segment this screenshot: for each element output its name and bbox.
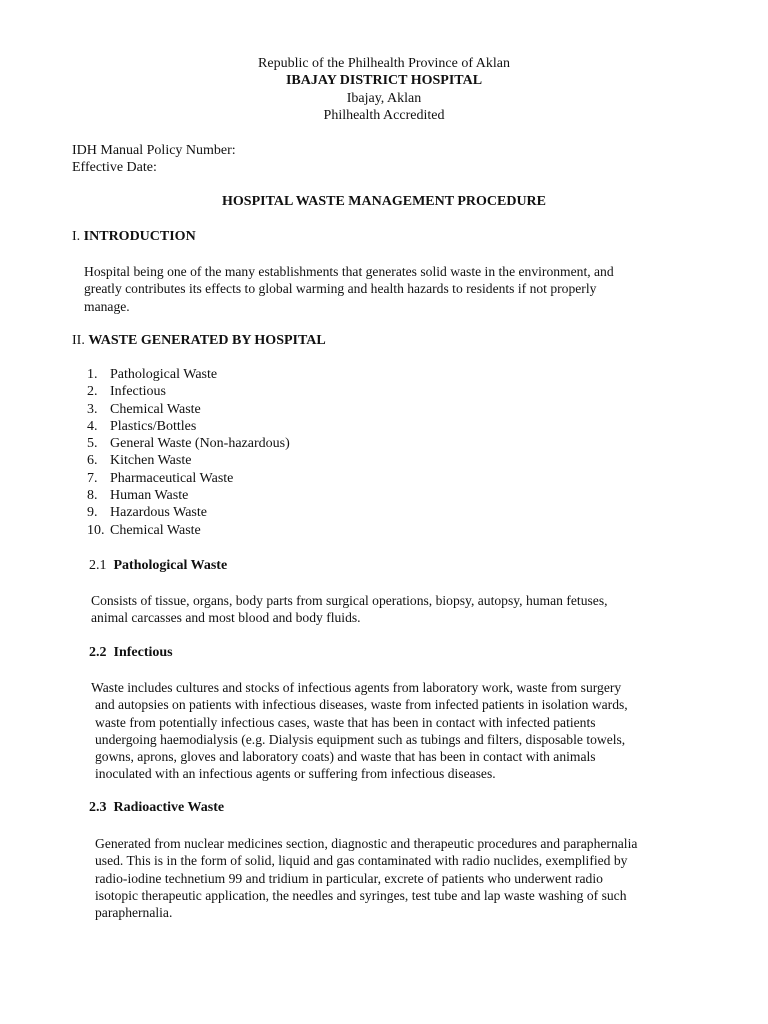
- section-2-number: II.: [72, 333, 85, 348]
- subsection-2-1-number: 2.1: [89, 558, 107, 573]
- paragraph-line: paraphernalia.: [95, 905, 173, 921]
- list-item: [87, 504, 290, 521]
- paragraph-line: animal carcasses and most blood and body fluids.: [91, 610, 361, 626]
- list-item-number: 3.: [87, 401, 98, 417]
- section-1-title: INTRODUCTION: [83, 229, 196, 244]
- list-item: [87, 418, 290, 435]
- paragraph-line: waste from potentially infectious cases, waste that has been in contact with infected patients: [95, 714, 596, 730]
- waste-types-list: [87, 366, 290, 539]
- section-2-heading: [72, 332, 326, 349]
- paragraph-line: and autopsies on patients with infectious diseases, waste from infected patients in isolation wards,: [95, 697, 628, 713]
- list-item: [87, 452, 290, 469]
- infectious-paragraph: [91, 679, 628, 783]
- subsection-2-1-heading: [89, 557, 227, 574]
- list-item-label: Plastics/Bottles: [110, 418, 197, 434]
- paragraph-line: Hospital being one of the many establishments that generates solid waste in the environment, and: [84, 264, 614, 279]
- paragraph-line: used. This is in the form of solid, liquid and gas contaminated with radio nuclides, exemplified by: [95, 853, 628, 869]
- list-item-number: 2.: [87, 384, 98, 400]
- hospital-accreditation: Philhealth Accredited: [323, 108, 445, 123]
- subsection-2-3-number: 2.3: [89, 800, 107, 815]
- list-item: [87, 487, 290, 504]
- subsection-2-3-heading: [89, 799, 224, 816]
- list-item: [87, 366, 290, 383]
- list-item: [87, 522, 290, 539]
- section-1-number: I.: [72, 229, 81, 244]
- list-item: [87, 401, 290, 418]
- subsection-2-2-heading: [89, 644, 173, 661]
- introduction-paragraph: [84, 263, 614, 315]
- effective-date-label: Effective Date:: [72, 160, 157, 175]
- list-item: [87, 383, 290, 400]
- list-item-label: Pathological Waste: [110, 367, 218, 382]
- paragraph-line: gowns, aprons, gloves and laboratory coats) and waste that has been in contact with animals: [95, 749, 596, 765]
- list-item-label: Human Waste: [110, 488, 189, 504]
- list-item-label: General Waste (Non-hazardous): [110, 436, 290, 452]
- list-item-label: Pharmaceutical Waste: [110, 470, 234, 486]
- list-item-number: 1.: [87, 367, 98, 382]
- header-republic-line: Republic of the Philhealth Province of Aklan: [258, 56, 510, 71]
- list-item: [87, 435, 290, 452]
- list-item-label: Chemical Waste: [110, 401, 201, 417]
- subsection-2-1-title: Pathological Waste: [113, 558, 228, 573]
- list-item-number: 6.: [87, 453, 98, 469]
- list-item-label: Kitchen Waste: [110, 453, 192, 469]
- pathological-paragraph: [91, 592, 608, 627]
- section-1-heading: [72, 228, 196, 245]
- paragraph-line: undergoing haemodialysis (e.g. Dialysis equipment such as tubings and filters, disposable towels,: [95, 731, 626, 747]
- paragraph-line: Waste includes cultures and stocks of infectious agents from laboratory work, waste from surgery: [91, 680, 622, 695]
- list-item-label: Hazardous Waste: [110, 505, 207, 521]
- paragraph-line: manage.: [84, 298, 130, 314]
- list-item-number: 5.: [87, 436, 98, 452]
- list-item-number: 10.: [87, 522, 105, 538]
- list-item-label: Chemical Waste: [110, 522, 201, 538]
- radioactive-paragraph: [95, 835, 637, 921]
- hospital-location: Ibajay, Aklan: [346, 91, 422, 106]
- hospital-name: IBAJAY DISTRICT HOSPITAL: [285, 73, 483, 88]
- subsection-2-2-title: Infectious: [113, 645, 173, 660]
- paragraph-line: inoculated with an infectious agents or suffering from infectious diseases.: [95, 766, 496, 782]
- list-item-number: 7.: [87, 470, 98, 486]
- subsection-2-2-number: 2.2: [89, 645, 107, 660]
- list-item: [87, 470, 290, 487]
- list-item-number: 9.: [87, 505, 98, 521]
- section-2-title: WASTE GENERATED BY HOSPITAL: [88, 333, 326, 348]
- paragraph-line: isotopic therapeutic application, the needles and syringes, test tube and lap waste washing of such: [95, 887, 627, 903]
- list-item-label: Infectious: [110, 384, 166, 400]
- document-title: HOSPITAL WASTE MANAGEMENT PROCEDURE: [222, 194, 546, 209]
- paragraph-line: greatly contributes its effects to global warming and health hazards to residents if not properly: [84, 281, 597, 297]
- paragraph-line: radio-iodine technetium 99 and tridium in particular, excrete of patients who underwent radio: [95, 870, 603, 886]
- list-item-number: 4.: [87, 418, 98, 434]
- paragraph-line: Consists of tissue, organs, body parts from surgical operations, biopsy, autopsy, human fetuses,: [91, 593, 608, 608]
- list-item-number: 8.: [87, 488, 98, 504]
- policy-number-label: IDH Manual Policy Number:: [72, 143, 236, 158]
- paragraph-line: Generated from nuclear medicines section, diagnostic and therapeutic procedures and paraphernalia: [95, 836, 638, 851]
- subsection-2-3-title: Radioactive Waste: [113, 800, 225, 815]
